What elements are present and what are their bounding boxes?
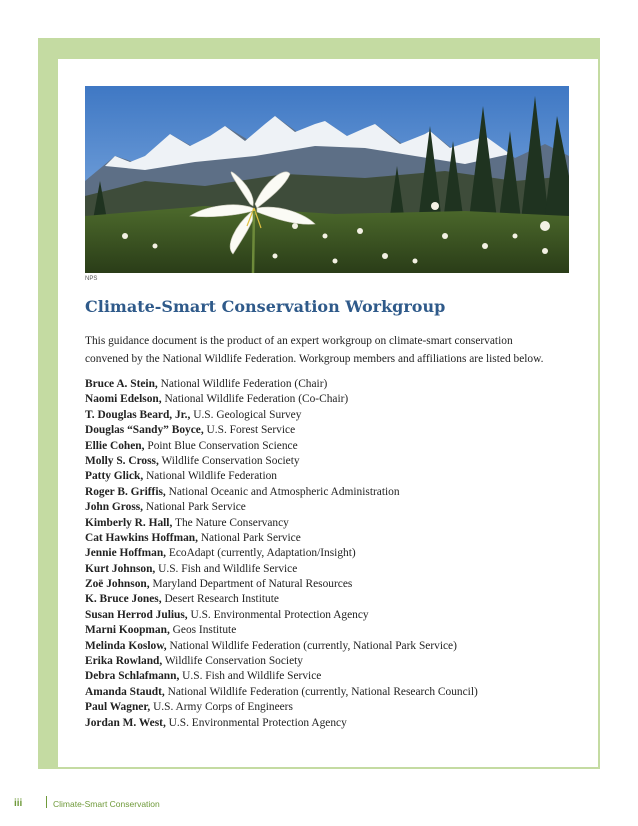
member-affiliation: U.S. Fish and Wildlife Service	[158, 562, 298, 575]
member-name: Ellie Cohen,	[85, 439, 145, 452]
list-item	[85, 500, 565, 515]
member-name: Erika Rowland,	[85, 655, 163, 668]
page-title: Climate-Smart Conservation Workgroup	[85, 297, 446, 316]
list-item	[85, 623, 565, 638]
member-name: John Gross,	[85, 501, 144, 514]
member-name: Molly S. Cross,	[85, 454, 159, 467]
footer-title: Climate-Smart Conservation	[53, 799, 160, 809]
list-item	[85, 377, 565, 392]
member-name: Debra Schlafmann,	[85, 670, 180, 683]
list-item	[85, 577, 565, 592]
list-item	[85, 469, 565, 484]
member-affiliation: Point Blue Conservation Science	[147, 439, 298, 452]
member-name: Amanda Staudt,	[85, 685, 165, 698]
list-item	[85, 392, 565, 407]
member-name: T. Douglas Beard, Jr.,	[85, 408, 191, 421]
list-item	[85, 546, 565, 561]
page-number: iii	[14, 798, 23, 809]
footer-divider	[46, 796, 47, 808]
member-name: Cat Hawkins Hoffman,	[85, 531, 198, 544]
landscape-photo	[85, 86, 569, 273]
header-band	[38, 38, 600, 59]
member-affiliation: National Wildlife Federation (Chair)	[160, 378, 328, 390]
member-affiliation: Maryland Department of Natural Resources	[152, 578, 353, 591]
list-item	[85, 700, 565, 715]
member-name: Melinda Koslow,	[85, 639, 167, 652]
member-name: Zoë Johnson,	[85, 578, 150, 591]
member-affiliation: National Wildlife Federation (Co-Chair)	[164, 393, 349, 406]
member-name: Kimberly R. Hall,	[85, 516, 173, 529]
member-affiliation: U.S. Environmental Protection Agency	[190, 608, 369, 621]
intro-paragraph: This guidance document is the product of an expert workgroup on climate-smart conservation convened by the National Wildlife Federation. Workgroup members and affiliations are listed below.	[85, 335, 544, 365]
member-affiliation: Geos Institute	[172, 624, 237, 637]
list-item	[85, 485, 565, 500]
photo-credit: NPS	[85, 276, 98, 282]
member-affiliation: The Nature Conservancy	[174, 516, 289, 529]
list-item	[85, 408, 565, 423]
member-affiliation: National Wildlife Federation (currently, National Park Service)	[169, 639, 457, 652]
member-name: Naomi Edelson,	[85, 393, 162, 406]
member-affiliation: Desert Research Institute	[164, 593, 279, 606]
list-item	[85, 562, 565, 577]
list-item	[85, 639, 565, 654]
member-affiliation: Wildlife Conservation Society	[161, 454, 300, 467]
member-name: Jordan M. West,	[85, 716, 166, 729]
member-name: Kurt Johnson,	[85, 562, 156, 575]
list-item	[85, 592, 565, 607]
list-item	[85, 685, 565, 700]
member-affiliation: National Wildlife Federation	[146, 470, 277, 483]
member-affiliation: National Park Service	[145, 501, 246, 514]
member-affiliation: U.S. Fish and Wildlife Service	[182, 670, 322, 683]
member-name: Bruce A. Stein,	[85, 378, 158, 390]
list-item	[85, 454, 565, 469]
member-name: Marni Koopman,	[85, 624, 170, 637]
member-name: Patty Glick,	[85, 470, 144, 483]
member-list	[85, 377, 565, 731]
member-affiliation: U.S. Forest Service	[206, 424, 296, 437]
member-affiliation: Wildlife Conservation Society	[164, 655, 303, 668]
list-item	[85, 608, 565, 623]
member-affiliation: National Oceanic and Atmospheric Administration	[168, 485, 400, 498]
member-name: Jennie Hoffman,	[85, 547, 166, 560]
member-affiliation: U.S. Geological Survey	[193, 408, 302, 421]
list-item	[85, 531, 565, 546]
member-name: K. Bruce Jones,	[85, 593, 162, 606]
member-name: Paul Wagner,	[85, 701, 151, 714]
list-item	[85, 516, 565, 531]
list-item	[85, 654, 565, 669]
list-item	[85, 439, 565, 454]
list-item	[85, 669, 565, 684]
member-affiliation: U.S. Environmental Protection Agency	[168, 716, 347, 729]
member-affiliation: National Wildlife Federation (currently, National Research Council)	[167, 685, 478, 698]
member-name: Susan Herrod Julius,	[85, 608, 188, 621]
member-affiliation: National Park Service	[200, 531, 301, 544]
member-affiliation: EcoAdapt (currently, Adaptation/Insight)	[168, 547, 356, 560]
list-item	[85, 716, 565, 731]
member-name: Roger B. Griffis,	[85, 485, 166, 498]
list-item	[85, 423, 565, 438]
member-affiliation: U.S. Army Corps of Engineers	[153, 701, 293, 714]
member-name: Douglas “Sandy” Boyce,	[85, 424, 204, 437]
